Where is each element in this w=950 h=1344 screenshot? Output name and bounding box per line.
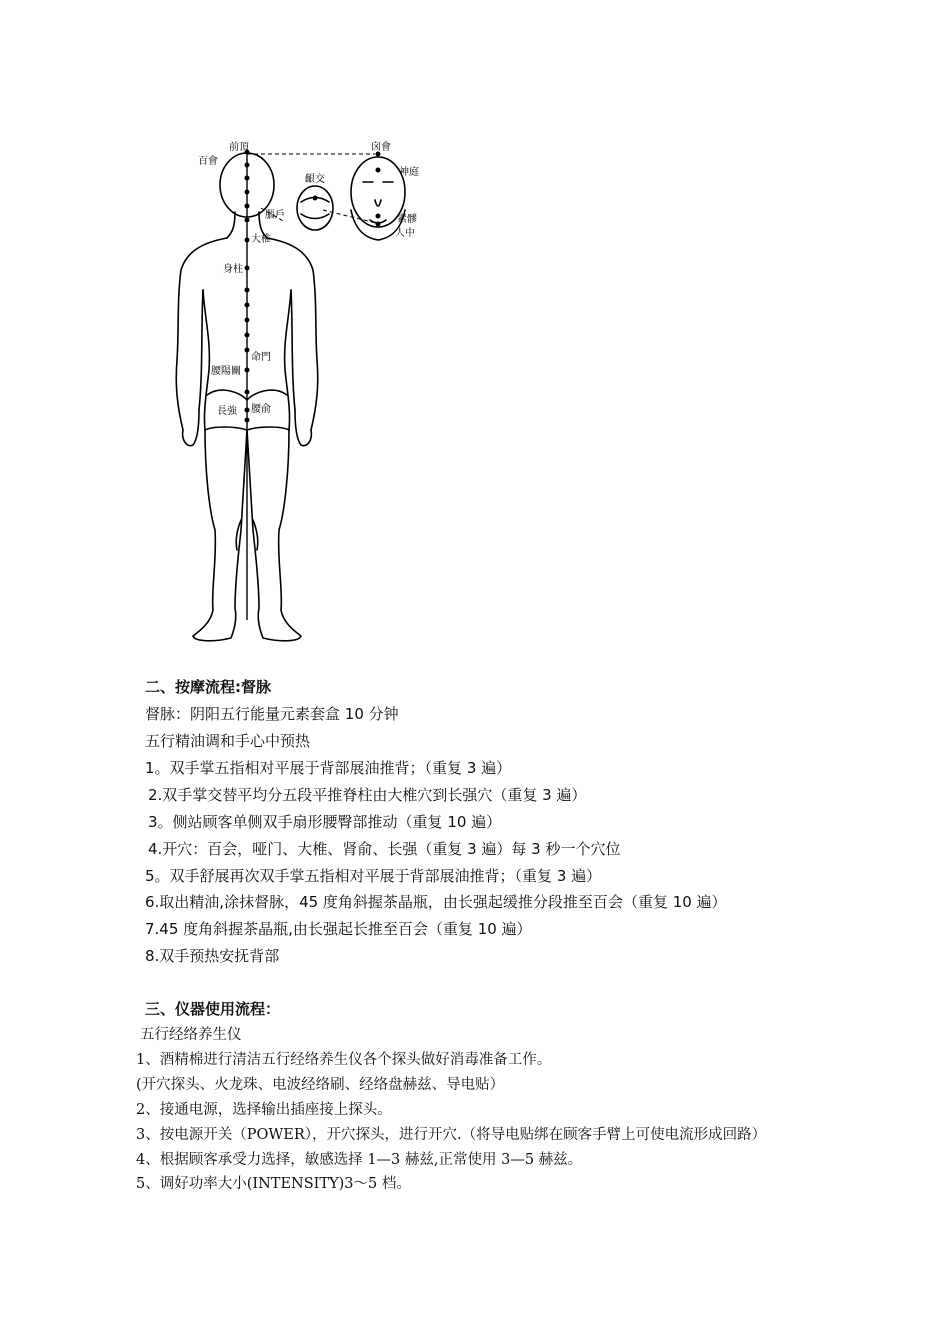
label-qianding: 前頂 — [229, 142, 249, 153]
device-probe-list: (开穴探头、火龙珠、电波经络刷、经络盘赫兹、导电贴） — [136, 1077, 505, 1093]
massage-step-3: 3。侧站顾客单侧双手扇形腰臀部推动（重复 10 遍） — [148, 813, 502, 831]
device-step-1: 1、酒精棉进行清洁五行经络养生仪各个探头做好消毒准备工作。 — [136, 1052, 552, 1068]
device-step-2: 2、接通电源，选择输出插座接上探头。 — [136, 1102, 392, 1118]
section2-intro-1: 督脉：阴阳五行能量元素套盒 10 分钟 — [145, 705, 399, 723]
label-dazhui: 大椎 — [251, 234, 271, 245]
massage-step-1: 1。双手掌五指相对平展于背部展油推背；（重复 3 遍） — [145, 759, 512, 777]
massage-step-5: 5。双手舒展再次双手掌五指相对平展于背部展油推背；（重复 3 遍） — [145, 867, 602, 885]
device-step-4: 4、根据顾客承受力选择，敏感选择 1—3 赫兹,正常使用 3—5 赫兹。 — [136, 1152, 583, 1168]
label-changqiang: 長強 — [217, 406, 237, 417]
massage-step-8: 8.双手预热安抚背部 — [145, 947, 280, 965]
label-yaoyangguan: 腰陽關 — [211, 366, 241, 377]
label-naohu: 腦戶 — [265, 210, 285, 221]
device-step-3: 3、按电源开关（POWER），开穴探头，进行开穴.（将导电贴绑在顾客手臂上可使电流形成回路） — [136, 1127, 767, 1143]
du-meridian-figure — [165, 130, 455, 650]
label-suliao: 素髎 — [397, 214, 417, 225]
section3-title: 三、仪器使用流程： — [145, 1000, 281, 1018]
label-yaoshu: 腰俞 — [251, 404, 271, 415]
meridian-illustration — [165, 130, 455, 650]
label-baihui: 百會 — [198, 156, 218, 167]
label-yinjiao: 齦交 — [305, 174, 325, 185]
label-shenting: 神庭 — [399, 167, 419, 178]
device-step-5: 5、调好功率大小(INTENSITY)3～5 档。 — [136, 1176, 411, 1192]
massage-step-7: 7.45 度角斜握茶晶瓶,由长强起长推至百会（重复 10 遍） — [145, 920, 532, 938]
section2-title: 二、按摩流程:督脉 — [145, 678, 271, 696]
section3-subtitle: 五行经络养生仪 — [140, 1027, 242, 1043]
label-mingmen: 命門 — [251, 352, 271, 363]
label-renzhong: 人中 — [395, 228, 415, 239]
section2-intro-2: 五行精油调和手心中预热 — [145, 732, 311, 750]
massage-step-4: 4.开穴：百会，哑门、大椎、肾俞、长强（重复 3 遍）每 3 秒一个穴位 — [148, 840, 621, 858]
label-xinhui: 囟會 — [371, 142, 391, 153]
massage-step-6: 6.取出精油,涂抹督脉，45 度角斜握茶晶瓶，由长强起缓推分段推至百会（重复 10 遍） — [145, 893, 727, 911]
massage-step-2: 2.双手掌交替平均分五段平推脊柱由大椎穴到长强穴（重复 3 遍） — [148, 786, 587, 804]
label-shenzhu: 身柱 — [223, 264, 243, 275]
